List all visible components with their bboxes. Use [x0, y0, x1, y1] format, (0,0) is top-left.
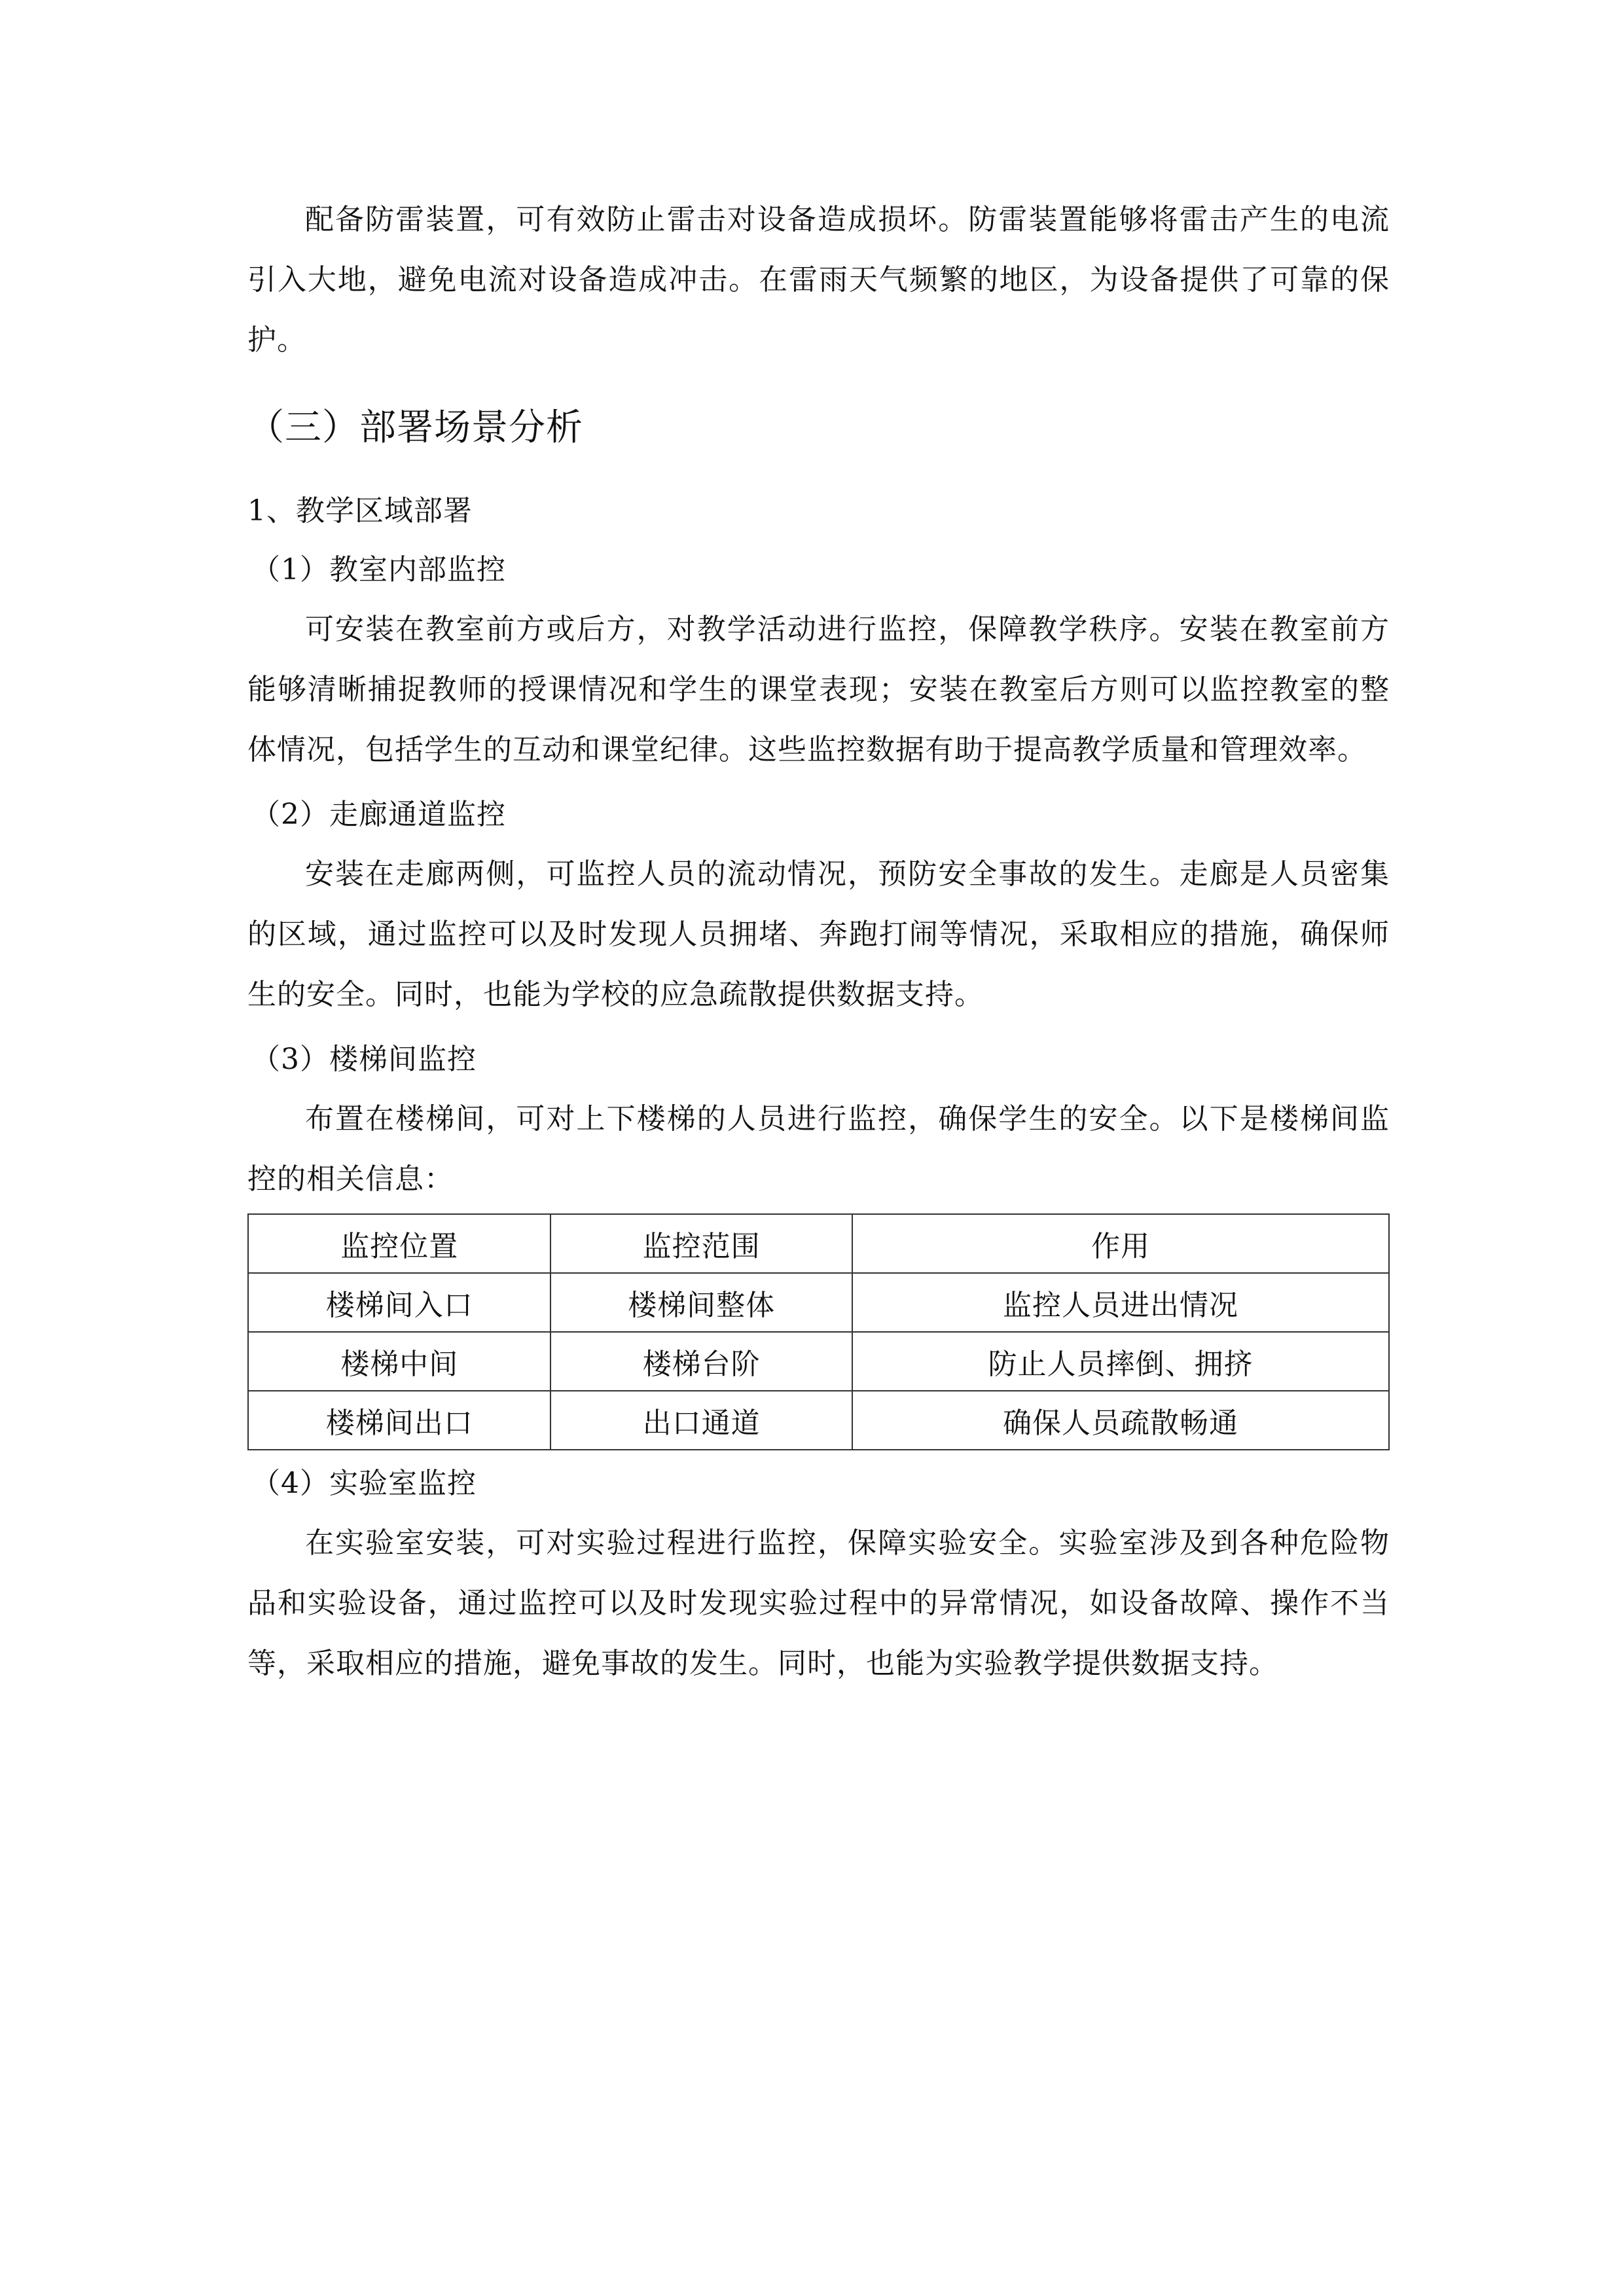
item-heading-stairwell: （3）楼梯间监控 [251, 1043, 477, 1076]
table-cell: 出口通道 [550, 1391, 852, 1450]
item-text-corridor: 安装在走廊两侧，可监控人员的流动情况，预防安全事故的发生。走廊是人员密集的区域，通过监控可以及时发现人员拥堵、奔跑打闹等情况，采取相应的措施，确保师生的安全。同时，也能为学校的应急疏散提供数据支持。 [247, 857, 1390, 1011]
document-body [247, 190, 1390, 1694]
table-cell: 防止人员摔倒、拥挤 [852, 1332, 1389, 1391]
section-title: （三）部署场景分析 [247, 406, 583, 449]
item-heading-classroom: （1）教室内部监控 [251, 553, 506, 586]
table-row [248, 1391, 1389, 1450]
table-header-cell: 作用 [852, 1214, 1389, 1273]
table-cell: 楼梯中间 [248, 1332, 550, 1391]
subsection-heading: 1、教学区域部署 [247, 494, 473, 528]
item-text-laboratory: 在实验室安装，可对实验过程进行监控，保障实验安全。实验室涉及到各种危险物品和实验设备，通过监控可以及时发现实验过程中的异常情况，如设备故障、操作不当等，采取相应的措施，避免事故的发生。同时，也能为实验教学提供数据支持。 [247, 1526, 1390, 1680]
item-text-classroom: 可安装在教室前方或后方，对教学活动进行监控，保障教学秩序。安装在教室前方能够清晰捕捉教师的授课情况和学生的课堂表现；安装在教室后方则可以监控教室的整体情况，包括学生的互动和课堂纪律。这些监控数据有助于提高教学质量和管理效率。 [247, 613, 1390, 766]
intro-paragraph: 配备防雷装置，可有效防止雷击对设备造成损坏。防雷装置能够将雷击产生的电流引入大地，避免电流对设备造成冲击。在雷雨天气频繁的地区，为设备提供了可靠的保护。 [247, 203, 1390, 357]
item-text-stairwell: 布置在楼梯间，可对上下楼梯的人员进行监控，确保学生的安全。以下是楼梯间监控的相关信息： [247, 1102, 1390, 1196]
table-cell: 楼梯台阶 [550, 1332, 852, 1391]
table-cell: 楼梯间入口 [248, 1273, 550, 1332]
item-heading-corridor: （2）走廊通道监控 [251, 798, 506, 831]
table-cell: 楼梯间出口 [248, 1391, 550, 1450]
table-row [248, 1332, 1389, 1391]
table-cell: 监控人员进出情况 [852, 1273, 1389, 1332]
table-header-cell: 监控范围 [550, 1214, 852, 1273]
stairwell-monitoring-table [247, 1213, 1390, 1450]
item-heading-laboratory: （4）实验室监控 [251, 1467, 477, 1500]
table-cell: 楼梯间整体 [550, 1273, 852, 1332]
table-header-row [248, 1214, 1389, 1273]
table-cell: 确保人员疏散畅通 [852, 1391, 1389, 1450]
table-header-cell: 监控位置 [248, 1214, 550, 1273]
table-row [248, 1273, 1389, 1332]
